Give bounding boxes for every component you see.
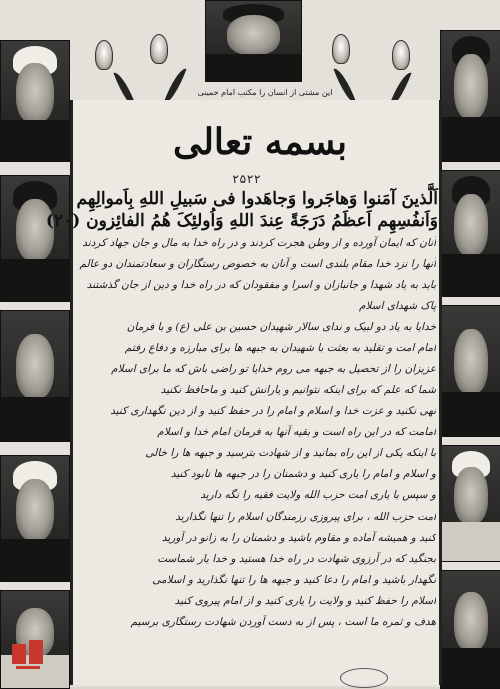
letter-line: خدایا به یاد دو لبیک و ندای سالار شهیدان حسین بن علی (ع) و با فرمان: [126, 321, 436, 333]
top-note: این مشتی از انسان را مکتب امام خمینی: [197, 88, 333, 97]
portrait-left-1: [0, 40, 70, 162]
portrait-left-2: [0, 175, 70, 302]
letter-line: اسلام را حفظ کنید و ولایت را یاری کنید و از امام پیروی کنید: [174, 595, 436, 607]
portrait-left-4: [0, 455, 70, 582]
letter-line: شما که علم که برای اینکه نتوانیم و یارانش کنید و ماحافظ نکنید: [160, 384, 436, 396]
letter-line: امام امت و تقلید به بعثت با شهیدان به جبهه ها برای مبارزه و دفاع رفتم: [124, 342, 436, 354]
page-title: بسمه تعالی: [172, 121, 348, 163]
portrait-right-3: [440, 305, 500, 437]
letter-line: آنان که ایمان آورده و از وطن هجرت کردند و در راه خدا به مال و جان جهاد کردند: [82, 237, 436, 249]
letter-line: و اسلام و امام را یاری کنید و دشمنان را در جبهه ها نابود کنید: [170, 468, 436, 480]
portrait-right-2: [440, 170, 500, 297]
letter-line: کنید و همیشه آماده و مقاوم باشید و دشمنان را به زانو در آورید: [161, 532, 436, 544]
letter-line: نهی نکنید و عزت خدا و اسلام و امام را در حفظ کنید و از دین نگهداری کنید: [110, 405, 436, 417]
letter-line: پاک شهدای اسلام: [359, 300, 436, 312]
tulip-ornament: [150, 34, 168, 64]
letter-line: آنها را نزد خدا مقام بلندی است و آنان به خصوص رستگاران و سعادتمندان دو عالم: [79, 258, 436, 270]
quran-verse-line: وَاَنفُسِهِم اَعظَمُ دَرَجَةً عِندَ اللهِ وَاُولئِکَ هُمُ الفائِزون (۲۰): [45, 211, 438, 231]
letter-line: امت حزب الله ، برای پیروزی رزمندگان اسلام را تنها نگذارید: [175, 511, 436, 523]
letter-line: هدف و ثمره ما است ، پس از به دست آوردن شهادت رستگاری برسیم: [130, 616, 436, 628]
tulip-ornament: [332, 34, 350, 64]
portrait-right-4: [440, 445, 500, 562]
letter-line: باید به یاد شهدا و جانبازان و اسرا و مفقودان که در راه خدا و دین از جان گذشتند: [86, 279, 436, 291]
quran-verse-line: اَلَّذینَ آمَنوا وَهاجَروا وَجاهَدوا فی سَبیلِ اللهِ بِاَموالِهِم: [76, 189, 438, 209]
watermark-logo: [10, 636, 46, 672]
letter-line: عزیزان را از تحصیل به جبهه می روم خدایا تو راضی باش که ما برای اسلام: [111, 363, 436, 375]
letter-line: بجنگید که در آرزوی شهادت در راه خدا هستید و خدا یار شماست: [157, 553, 436, 565]
tulip-ornament: [392, 40, 410, 70]
portrait-right-1: [440, 30, 500, 162]
letter-line: امامت که در این راه است و بقیه آنها به فرمان امام خدا و اسلام: [157, 426, 436, 438]
portrait-left-3: [0, 310, 70, 442]
letter-line: و سپس با یاری امت حزب الله ولایت فقیه را نگه دارید: [200, 489, 436, 501]
letter-line: با اینکه یکی از این راه بمانید و از شهادت بترسید و جبهه ها را خالی: [145, 447, 436, 459]
letter-line: نگهدار باشید و امام را دعا کنید و جبهه ها را تنها نگذارید و اسلامی: [152, 574, 436, 586]
tulip-ornament: [95, 40, 113, 70]
seal-stamp: [340, 668, 388, 688]
document-number: ۲۵۲۲: [232, 172, 261, 186]
portrait-top-center: [205, 0, 302, 82]
portrait-right-5: [440, 570, 500, 689]
